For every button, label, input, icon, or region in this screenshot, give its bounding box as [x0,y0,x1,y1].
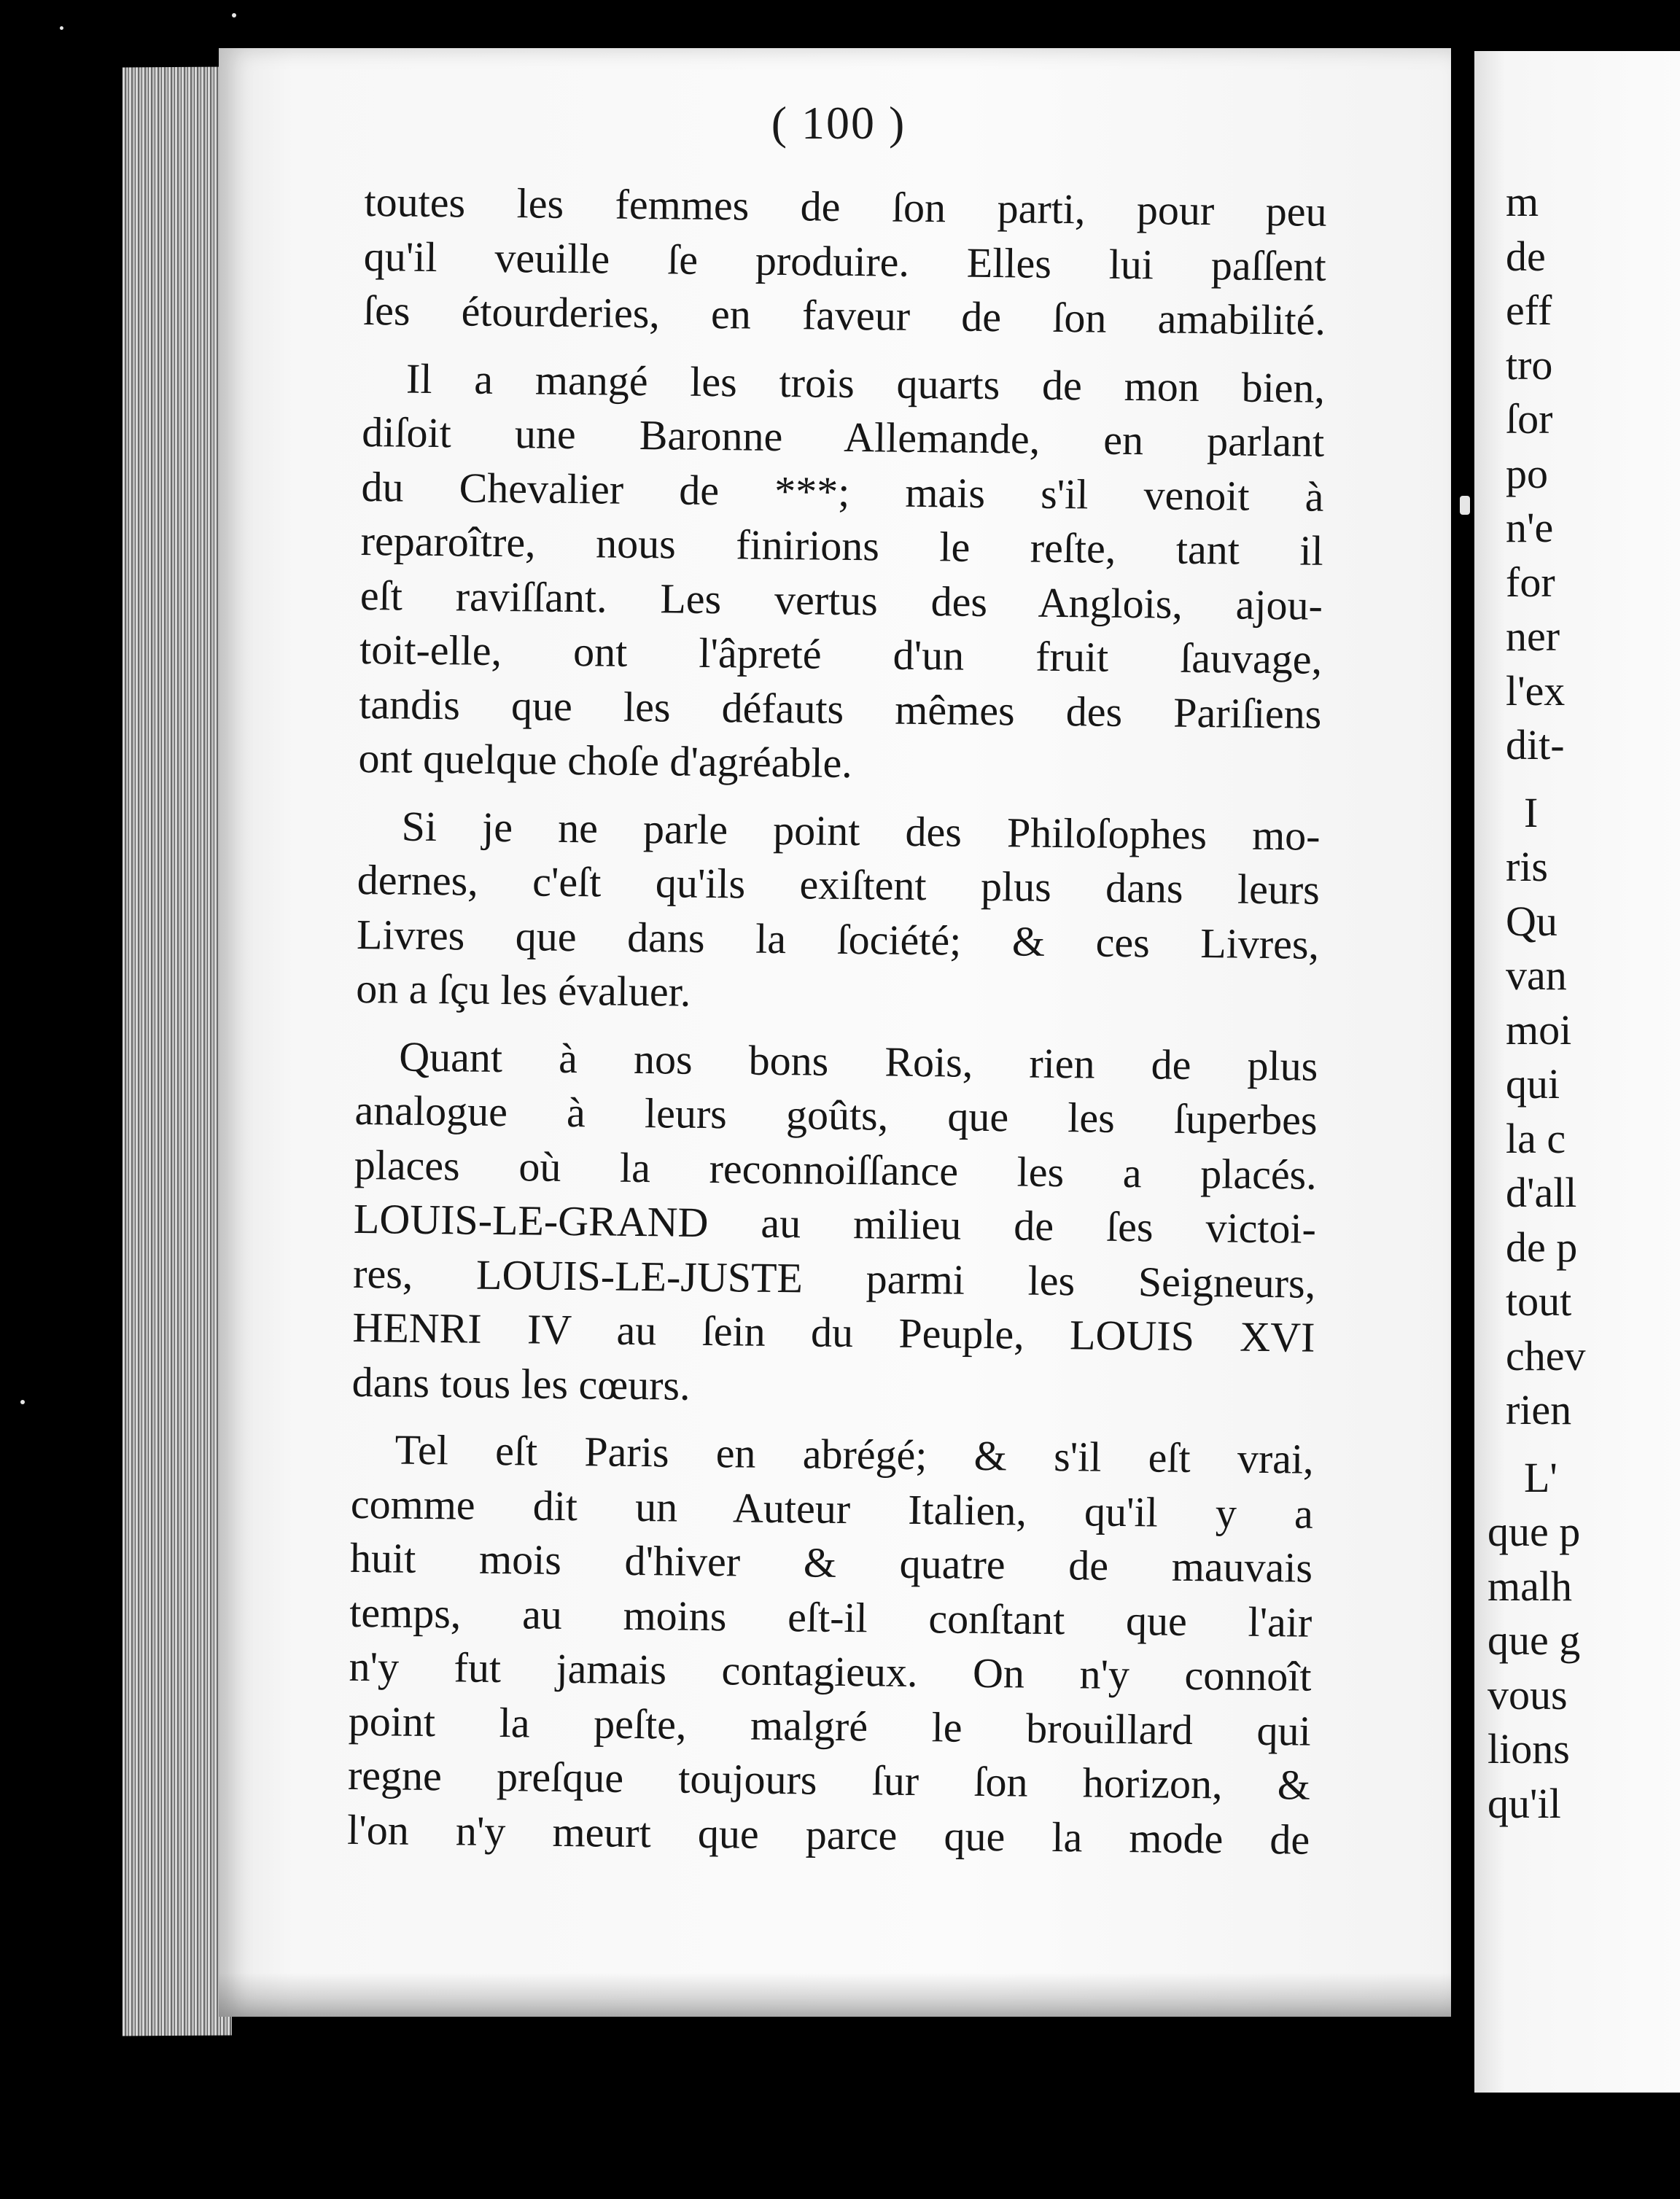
dust-speck [1460,496,1470,515]
text-line: analogue à leurs goûts, que les ſuperbes [354,1086,1318,1144]
text-line-fragment: van [1506,951,1567,999]
left-page-text [347,175,1327,1867]
text-line-fragment: L' [1524,1453,1558,1501]
dust-speck [20,1400,25,1404]
text-line-fragment: la c [1506,1114,1566,1162]
text-line: temps, au moins eſt-il conſtant que l'air [349,1588,1312,1646]
dust-speck [232,13,236,17]
text-line-fragment: que p [1488,1508,1581,1555]
text-line: huit mois d'hiver & quatre de mauvais [349,1533,1313,1592]
text-line-fragment: Qu [1506,897,1558,945]
page-edges [122,66,232,2036]
text-line: res, LOUIS-LE-JUSTE parmi les Seigneurs, [352,1249,1316,1307]
text-line: n'y fut jamais contagieux. On n'y connoît [349,1642,1312,1700]
text-line-fragment: que g [1488,1616,1581,1664]
text-line: on a ſçu les évaluer. [355,964,691,1016]
text-line: reparoître, nous finirions le reſte, tant il [360,516,1324,575]
text-line-fragment: qu'il [1488,1779,1561,1827]
book-gutter [1451,29,1474,2042]
text-line: toutes les femmes de ſon parti, pour peu [364,177,1327,236]
text-line: ont quelque choſe d'agréable. [358,733,853,787]
text-line-fragment: qui [1506,1060,1560,1108]
text-line-fragment: eff [1506,287,1552,334]
dust-speck [60,26,63,30]
text-line-fragment: de [1506,232,1546,280]
text-line-fragment: n'e [1506,504,1554,551]
text-line: Tel eſt Paris en abrégé; & s'il eſt vrai, [394,1425,1314,1483]
text-line: qu'il veuille ſe produire. Elles lui paſſent [363,232,1327,290]
text-line: comme dit un Auteur Italien, qu'il y a [350,1479,1314,1538]
text-line: point la peſte, malgré le brouillard qui [348,1697,1312,1755]
text-line: places où la reconnoiſſance les a placés. [354,1140,1318,1199]
text-line-fragment: I [1524,788,1539,836]
text-line-fragment: ſor [1506,395,1553,443]
text-line-fragment: ner [1506,612,1560,660]
text-line: dans tous les cœurs. [351,1358,691,1409]
text-line-fragment: l'ex [1506,666,1566,715]
text-line: Si je ne parle point des Philoſophes mo- [401,802,1321,860]
page-number: ( 100 ) [771,97,906,149]
text-line: eſt raviſſant. Les vertus des Anglois, ajou- [359,571,1323,629]
text-line-fragment: m [1506,178,1539,225]
text-line: tandis que les défauts mêmes des Pariſiens [359,680,1322,738]
text-line-fragment: tro [1506,340,1553,389]
text-line-fragment: moi [1506,1005,1572,1054]
text-line-fragment: malh [1488,1562,1572,1610]
text-line-fragment: de p [1506,1223,1578,1271]
text-line: HENRI IV au ſein du Peuple, LOUIS XVI [352,1303,1315,1361]
right-page-text [1488,175,1679,1831]
text-line: diſoit une Baronne Allemande, en parlant [361,408,1325,466]
text-line: Livres que dans la ſociété; & ces Livres, [356,910,1320,968]
text-line: dernes, c'eſt qu'ils exiſtent plus dans leurs [357,855,1321,914]
text-line-fragment: lions [1488,1725,1570,1772]
text-line-fragment: tout [1506,1277,1572,1325]
text-line: du Chevalier de ***; mais s'il venoit à [361,462,1324,521]
text-line-fragment: vous [1488,1670,1568,1719]
text-line: toit-elle, ont l'âpreté d'un fruit ſauvage, [359,625,1323,683]
text-line-fragment: for [1506,558,1555,606]
text-line-fragment: rien [1506,1386,1572,1433]
text-line-fragment: ris [1506,843,1548,890]
text-line: regne preſque toujours ſur ſon horizon, & [347,1751,1311,1809]
text-line-fragment: po [1506,449,1548,497]
text-line: Quant à nos bons Rois, rien de plus [399,1032,1318,1090]
text-line: LOUIS-LE-GRAND au milieu de ſes victoi- [353,1194,1317,1253]
text-line-fragment: d'all [1506,1169,1577,1216]
text-line: ſes étourderies, en faveur de ſon amabilité. [362,286,1326,344]
text-line-fragment: dit- [1506,721,1565,768]
text-line-fragment: chev [1506,1331,1586,1379]
text-line: Il a mangé les trois quarts de mon bien, [405,354,1326,412]
text-line: l'on n'y meurt que parce que la mode de [346,1805,1310,1864]
